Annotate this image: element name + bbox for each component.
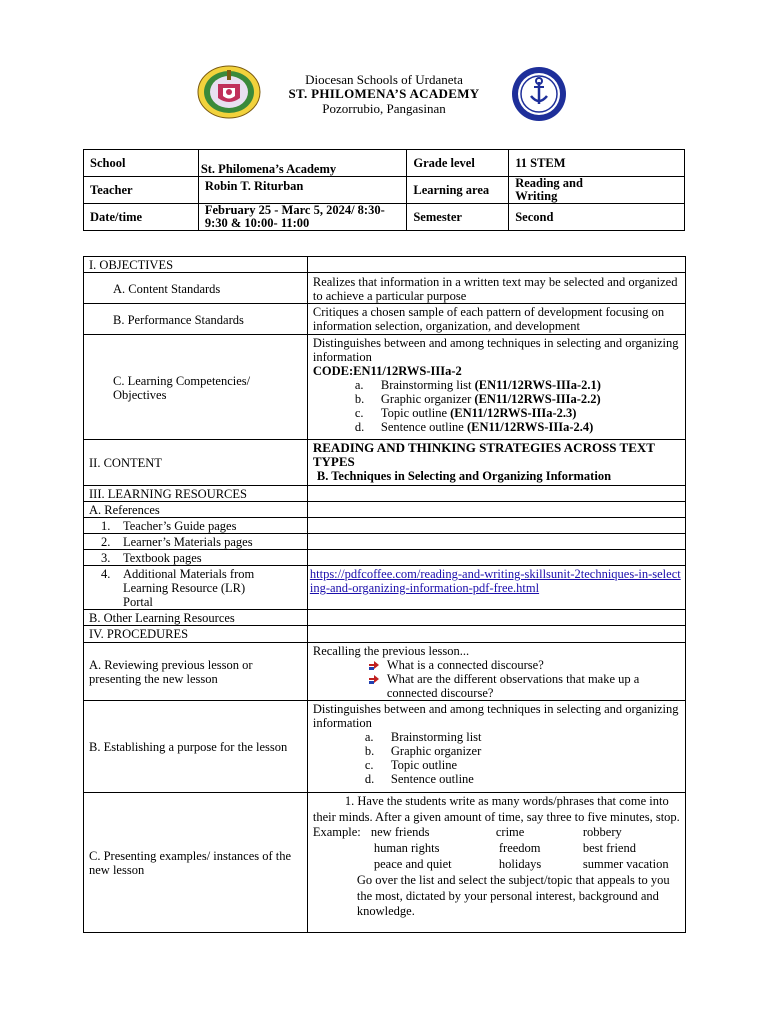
arrow-bullet-icon (369, 660, 380, 670)
school-header (0, 70, 768, 120)
references-empty-cell (307, 502, 685, 518)
procedures-heading: IV. PROCEDURES (84, 626, 308, 643)
performance-standards-text: Critiques a chosen sample of each pattern of development focusing on information selection, organization, and development (307, 304, 685, 335)
reviewing-cell (307, 643, 685, 701)
list-item: What is a connected discourse? (313, 658, 681, 672)
list-item: a. Brainstorming list (364, 730, 482, 744)
ref-item-teacher-guide: 1. Teacher’s Guide pages (84, 518, 308, 534)
grade-value: 11 STEM (509, 150, 685, 177)
teacher-label: Teacher (84, 177, 199, 204)
purpose-list (313, 730, 681, 786)
content-standards-text: Realizes that information in a written text may be selected and organized to achieve a particular purpose (307, 273, 685, 304)
list-item: a. Brainstorming list (EN11/12RWS-IIIa-2.1) (354, 378, 601, 392)
example-word: best friend (582, 841, 636, 855)
example-word: freedom (498, 841, 541, 855)
ref-item-lr-portal: 4. Additional Materials from Learning Resource (LR) Portal (84, 566, 308, 610)
example-word: new friends (370, 825, 430, 839)
competencies-cell (307, 335, 685, 440)
performance-standards-label: B. Performance Standards (84, 304, 308, 335)
lesson-plan-table (83, 256, 686, 933)
presenting-label: C. Presenting examples/ instances of the new lesson (84, 793, 308, 933)
semester-value: Second (509, 204, 685, 231)
presenting-followup: Go over the list and select the subject/topic that appeals to you the most, dictated by your personal interest, background and knowledge. (356, 873, 670, 918)
list-item: b. Graphic organizer (EN11/12RWS-IIIa-2.2) (354, 392, 601, 406)
diocese-name: Diocesan Schools of Urdaneta (305, 72, 463, 87)
ref-empty-cell (307, 550, 685, 566)
purpose-label: B. Establishing a purpose for the lesson (84, 701, 308, 793)
diocese-seal-logo (510, 66, 568, 122)
reviewing-label: A. Reviewing previous lesson or presenting the new lesson (84, 643, 308, 701)
example-word: crime (495, 825, 525, 839)
list-item: c. Topic outline (EN11/12RWS-IIIa-2.3) (354, 406, 577, 420)
other-resources-label: B. Other Learning Resources (84, 610, 308, 626)
learning-resources-heading: III. LEARNING RESOURCES (84, 486, 308, 502)
school-name: ST. PHILOMENA’S ACADEMY (288, 86, 480, 101)
presenting-cell (307, 793, 685, 933)
arrow-bullet-icon (369, 674, 380, 684)
list-item: b. Graphic organizer (364, 744, 482, 758)
school-label: School (84, 150, 199, 177)
list-item: What are the different observations that make up a connected discourse? (313, 672, 681, 700)
content-title: READING AND THINKING STRATEGIES ACROSS TEXT TYPES (312, 440, 655, 469)
academy-seal-logo (196, 64, 262, 120)
list-item: d. Sentence outline (EN11/12RWS-IIIa-2.4) (354, 420, 594, 434)
competencies-label: C. Learning Competencies/ Objectives (84, 335, 308, 440)
purpose-intro: Distinguishes between and among techniques in selecting and organizing information (312, 702, 679, 730)
example-word: peace and quiet (373, 857, 452, 871)
example-word: human rights (373, 841, 440, 855)
example-label: Example: (312, 825, 361, 839)
objectives-empty-cell (307, 257, 685, 273)
content-subtitle: B. Techniques in Selecting and Organizing Information (316, 469, 612, 483)
list-item: d. Sentence outline (364, 772, 474, 786)
content-cell (307, 440, 685, 486)
lesson-info-table (83, 149, 685, 231)
lr-portal-link-cell (307, 566, 685, 610)
presenting-step: 1. Have the students write as many words/phrases that come into their minds. After a given amount of time, say three to five minutes, stop. (312, 794, 680, 824)
content-heading: II. CONTENT (84, 440, 308, 486)
references-label: A. References (84, 502, 308, 518)
objectives-heading: I. OBJECTIVES (84, 257, 308, 273)
school-value: St. Philomena’s Academy (198, 150, 407, 177)
area-label: Learning area (407, 177, 509, 204)
procedures-empty-cell (307, 626, 685, 643)
list-item: c. Topic outline (364, 758, 458, 772)
example-words (313, 825, 681, 873)
resources-empty-cell (307, 486, 685, 502)
example-word: holidays (498, 857, 542, 871)
ref-item-textbook: 3. Textbook pages (84, 550, 308, 566)
lr-portal-link[interactable]: https://pdfcoffee.com/reading-and-writing-skillsunit-2techniques-in-selecting-and-organizing-information-pdf-free.html (309, 567, 681, 595)
school-location: Pozorrubio, Pangasinan (322, 101, 446, 116)
example-word: robbery (582, 825, 622, 839)
ref-empty-cell (307, 534, 685, 550)
example-word: summer vacation (582, 857, 669, 871)
purpose-cell (307, 701, 685, 793)
grade-label: Grade level (407, 150, 509, 177)
competencies-code: CODE:EN11/12RWS-IIIa-2 (312, 364, 462, 378)
content-standards-label: A. Content Standards (84, 273, 308, 304)
date-label: Date/time (84, 204, 199, 231)
area-value: Reading and Writing (509, 177, 685, 204)
other-resources-empty-cell (307, 610, 685, 626)
competencies-intro: Distinguishes between and among techniques in selecting and organizing information (312, 336, 679, 364)
reviewing-intro: Recalling the previous lesson... (312, 644, 470, 658)
teacher-value: Robin T. Riturban (198, 177, 407, 204)
ref-empty-cell (307, 518, 685, 534)
date-value: February 25 - Marc 5, 2024/ 8:30-9:30 & 10:00- 11:00 (198, 204, 407, 231)
competencies-list (313, 378, 681, 434)
semester-label: Semester (407, 204, 509, 231)
ref-item-learner-materials: 2. Learner’s Materials pages (84, 534, 308, 550)
